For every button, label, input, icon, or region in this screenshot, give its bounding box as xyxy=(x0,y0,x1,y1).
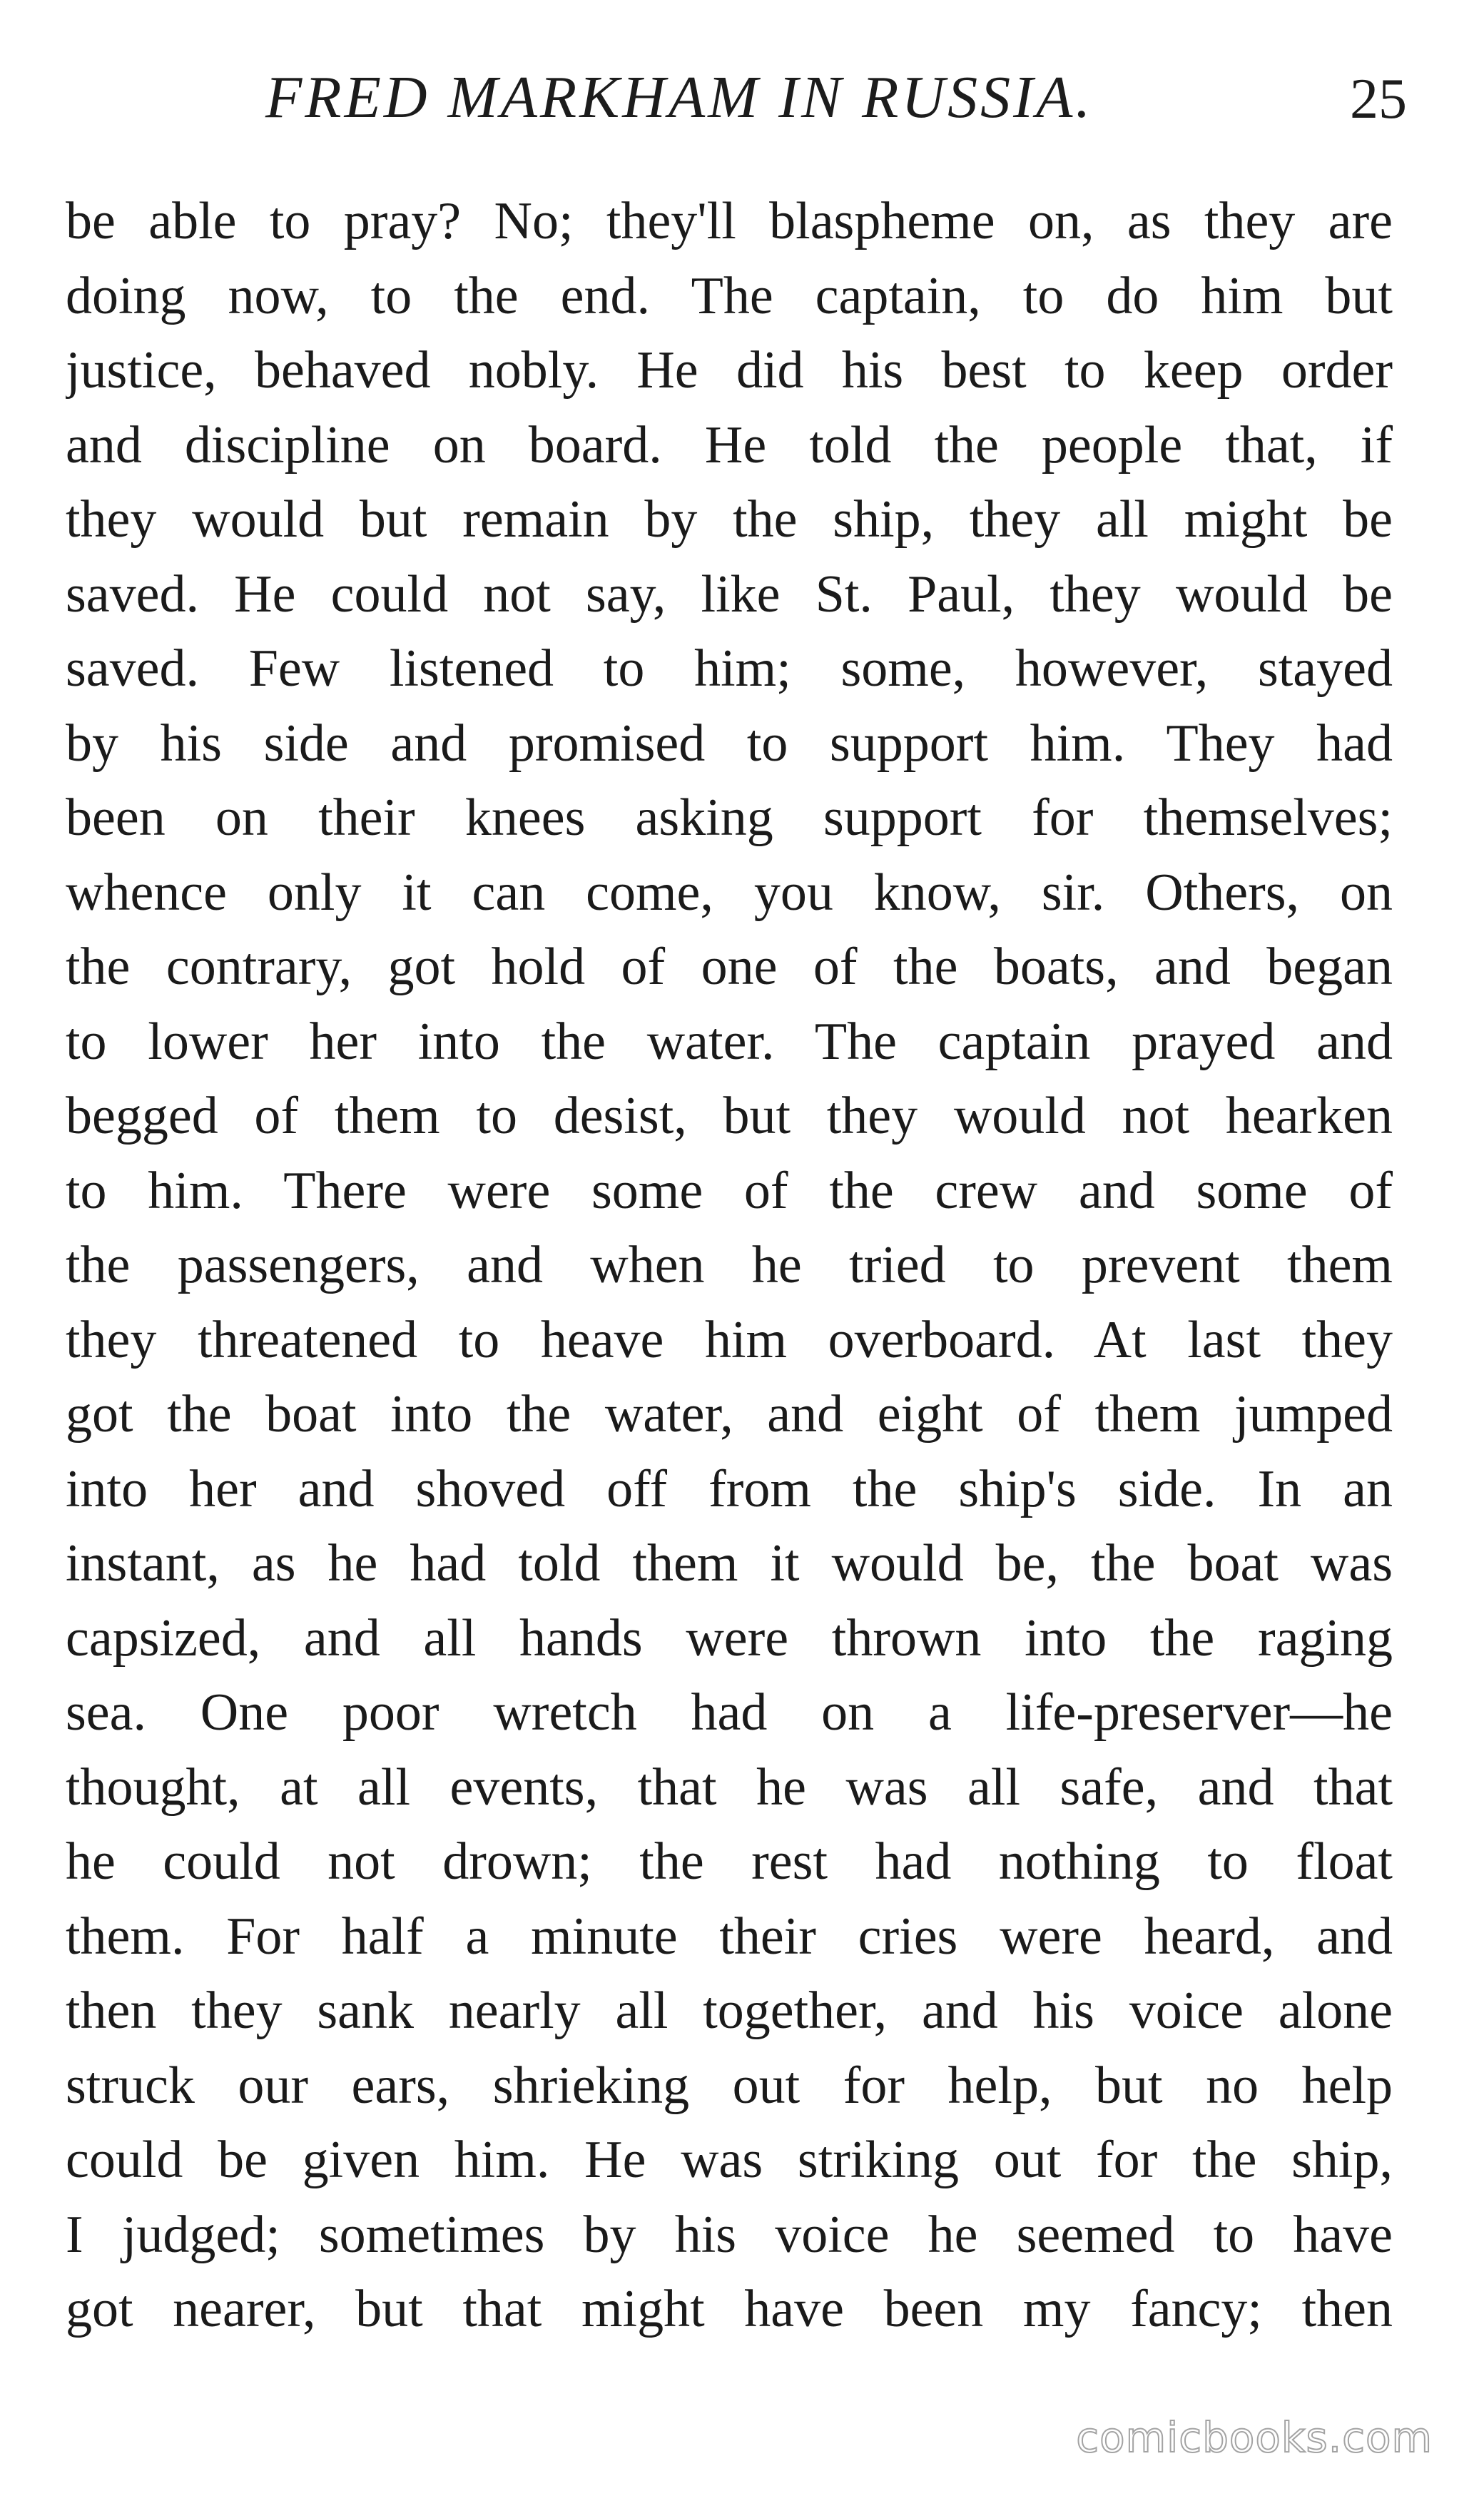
text-line: by his side and promised to support him. They had xyxy=(66,714,1393,773)
text-line: the passengers, and when he tried to prevent them xyxy=(66,1236,1393,1294)
text-line: whence only it can come, you know, sir. Others, on xyxy=(66,863,1393,922)
text-line: the contrary, got hold of one of the boats, and began xyxy=(66,938,1393,996)
text-line: been on their knees asking support for themselves; xyxy=(66,788,1393,847)
text-line: I judged; sometimes by his voice he seemed to have xyxy=(66,2205,1393,2264)
text-line: they would but remain by the ship, they all might be xyxy=(66,490,1393,549)
text-line: justice, behaved nobly. He did his best to keep order xyxy=(66,341,1393,400)
page-number: 25 xyxy=(1350,68,1407,131)
text-line: then they sank nearly all together, and his voice alone xyxy=(66,1982,1393,2040)
body-text xyxy=(66,184,1393,2347)
watermark: comicbooks.com xyxy=(1076,2413,1433,2462)
text-line: could be given him. He was striking out for the ship, xyxy=(66,2131,1393,2189)
text-line: to lower her into the water. The captain prayed and xyxy=(66,1012,1393,1071)
page-header xyxy=(66,63,1418,141)
text-line: them. For half a minute their cries were heard, and xyxy=(66,1907,1393,1966)
text-line: into her and shoved off from the ship's side. In an xyxy=(66,1459,1393,1518)
text-line: sea. One poor wretch had on a life-preserver—he xyxy=(66,1683,1393,1742)
text-line: to him. There were some of the crew and some of xyxy=(66,1161,1393,1220)
text-line: thought, at all events, that he was all safe, and that xyxy=(66,1757,1393,1817)
text-line: be able to pray? No; they'll blaspheme on, as they are xyxy=(66,192,1393,250)
text-line: struck our ears, shrieking out for help, but no help xyxy=(66,2056,1393,2115)
text-line: they threatened to heave him overboard. At last they xyxy=(66,1310,1393,1369)
text-line: capsized, and all hands were thrown into the raging xyxy=(66,1608,1393,1668)
text-line: got nearer, but that might have been my fancy; then xyxy=(66,2280,1393,2338)
text-line: he could not drown; the rest had nothing to float xyxy=(66,1832,1393,1891)
text-line: and discipline on board. He told the people that, if xyxy=(66,415,1393,475)
text-line: saved. Few listened to him; some, however, stayed xyxy=(66,639,1393,698)
text-line: got the boat into the water, and eight of them jumped xyxy=(66,1385,1393,1444)
text-line: begged of them to desist, but they would not hearken xyxy=(66,1087,1393,1145)
running-title: FRED MARKHAM IN RUSSIA. xyxy=(265,64,1094,131)
text-line: doing now, to the end. The captain, to do him but xyxy=(66,266,1393,325)
text-line: instant, as he had told them it would be, the boat was xyxy=(66,1534,1393,1593)
text-line: saved. He could not say, like St. Paul, they would be xyxy=(66,564,1393,624)
